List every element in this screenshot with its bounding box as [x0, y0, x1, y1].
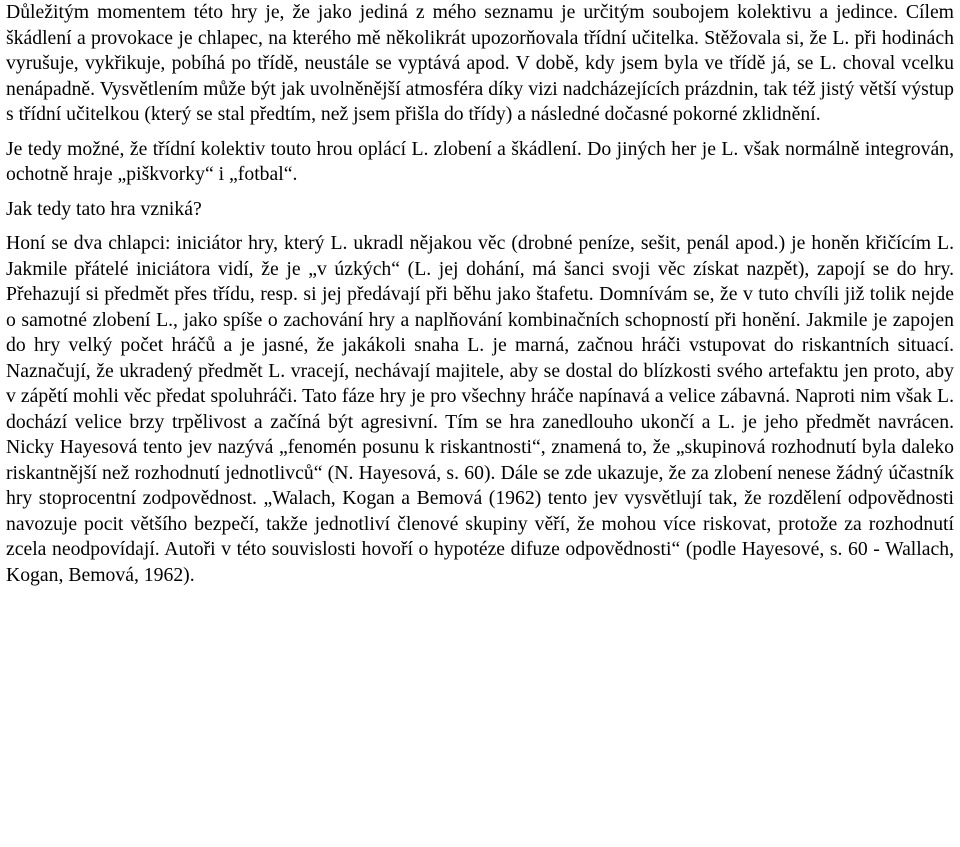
paragraph-question: Jak tedy tato hra vzniká? — [6, 197, 202, 220]
paragraph-game-description: Honí se dva chlapci: iniciátor hry, který L. ukradl nějakou věc (drobné peníze, sešit, penál apod.) je honěn křičícím L. Jakmile přátelé iniciátora vidí, že je „v úzkých“ (L. jej dohání, má šanci svoji věc získat nazpět), zapojí se do hry. Přehazují si předmět přes třídu, resp. si jej předávají při běhu jako štafetu. Domnívám se, že v tuto chvíli již tolik nejde o samotné zlobení L., jako spíše o zachování hry a naplňování kombinačních schopností při honění. Jakmile je zapojen do hry velký počet hráčů a je jasné, že jakákoli snaha L. je marná, začnou hráči vstupovat do riskantních situací. Naznačují, že ukradený předmět L. vracejí, nechávají majitele, aby se dostal do blízkosti svého artefaktu jen proto, aby v zápětí mohli věc předat spoluhráči. Tato fáze hry je pro všechny hráče napínavá a velice zábavná. Naproti nim však L. dochází velice brzy trpělivost a začíná být agresivní. Tím se hra zanedlouho ukončí a L. je jeho předmět navrácen. Nicky Hayesová tento jev nazývá „fenomén posunu k riskantnosti“, znamená to, že „skupinová rozhodnutí byla daleko riskantnější než rozhodnutí jednotlivců“ (N. Hayesová, s. 60). Dále se zde ukazuje, že za zlobení nenese žádný účastník hry stoprocentní zodpovědnost. „Walach, Kogan a Bemová (1962) tento jev vysvětlují tak, že rozdělení odpovědnosti navozuje pocit většího bezpečí, takže jednotliví členové skupiny věří, že mohou více riskovat, protože za rozhodnutí zcela neodpovídají. Autoři v této souvislosti hovoří o hypotéze difuze odpovědnosti“ (podle Hayesové, s. 60 - Wallach, Kogan, Bemová, 1962). — [6, 232, 954, 586]
paragraph-intro: Důležitým momentem této hry je, že jako jediná z mého seznamu je určitým soubojem kolektivu a jedince. Cílem škádlení a provokace je chlapec, na kterého mě několikrát upozorňovala třídní učitelka. Stěžovala si, že L. při hodinách vyrušuje, vykřikuje, pobíhá po třídě, neustále se vyptává apod. V době, kdy jsem byla ve třídě já, se L. choval vcelku nenápadně. Vysvětlením může být jak uvolněnější atmosféra díky vizi nadcházejících prázdnin, tak též jistý větší výstup s třídní učitelkou (který se stal předtím, než jsem přišla do třídy) a následné dočasné pokorné zklidnění. — [6, 1, 954, 125]
paragraph-collective: Je tedy možné, že třídní kolektiv touto hrou oplácí L. zlobení a škádlení. Do jiných her je L. však normálně integrován, ochotně hraje „piškvorky“ i „fotbal“. — [6, 137, 954, 185]
